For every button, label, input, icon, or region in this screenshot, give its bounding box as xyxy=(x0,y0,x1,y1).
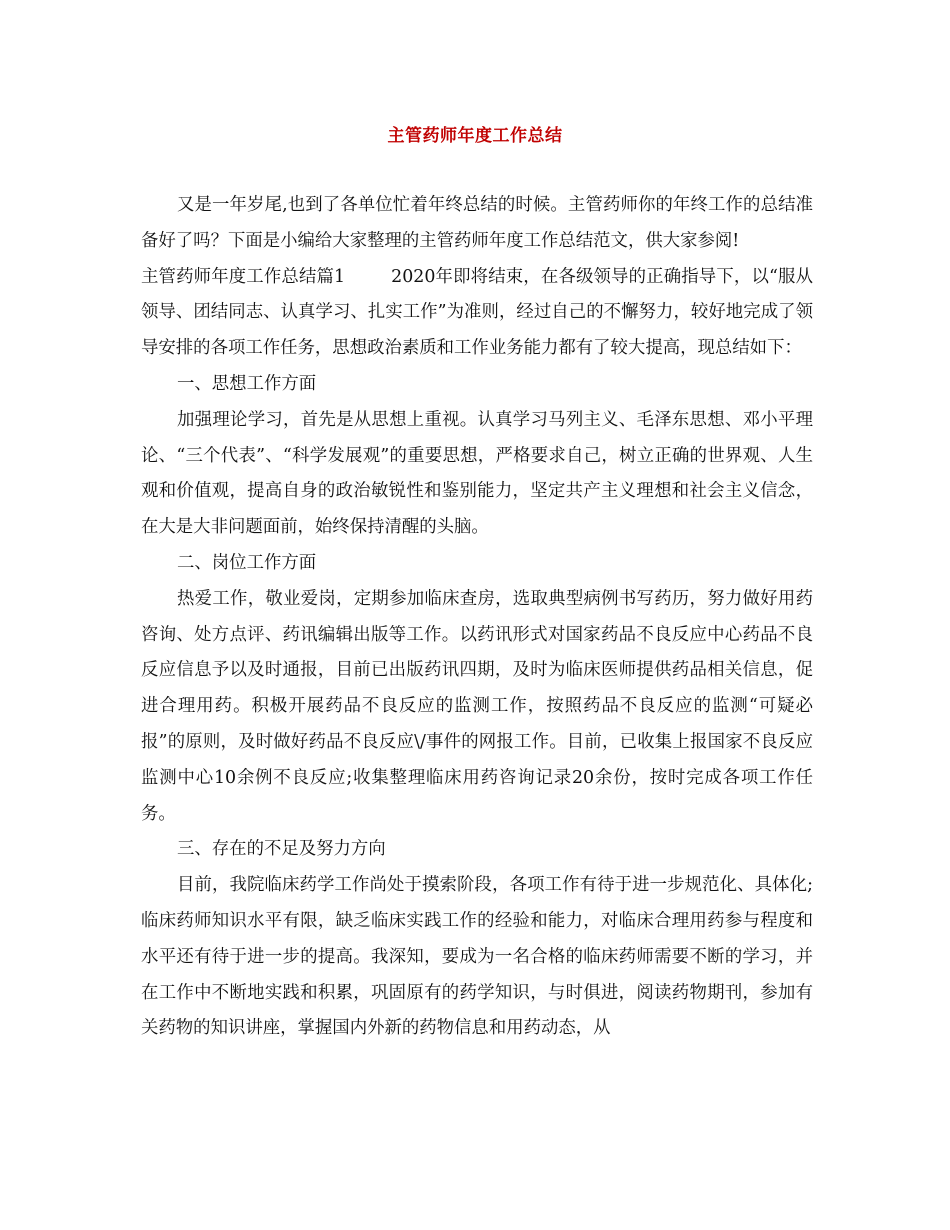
piece-label: 主管药师年度工作总结篇1 xyxy=(141,266,346,287)
section-body-3: 目前，我院临床药学工作尚处于摸索阶段，各项工作有待于进一步规范化、具体化;临床药师知识水平有限，缺乏临床实践工作的经验和能力，对临床合理用药参与程度和水平还有待于进一步的提高。我深知，要成为一名合格的临床药师需要不断的学习，并在工作中不断地实践和积累，巩固原有的药学知识，与时俱进，阅读药物期刊，参加有关药物的知识讲座，掌握国内外新的药物信息和用药动态，从 xyxy=(141,875,813,1039)
section-body-2: 热爱工作，敬业爱岗，定期参加临床查房，选取典型病例书写药历，努力做好用药咨询、处方点评、药讯编辑出版等工作。以药讯形式对国家药品不良反应中心药品不良反应信息予以及时通报，目前已出版药讯四期，及时为临床医师提供药品相关信息，促进合理用药。积极开展药品不良反应的监测工作，按照药品不良反应的监测“可疑必报”的原则，及时做好药品不良反应\/事件的网报工作。目前，已收集上报国家不良反应监测中心10余例不良反应;收集整理临床用药咨询记录20余份，按时完成各项工作任务。 xyxy=(141,588,813,824)
document-title: 主管药师年度工作总结 xyxy=(387,126,563,146)
piece-paragraph xyxy=(141,260,813,367)
piece-opening: 2020年即将结束，在各级领导的正确指导下，以“服从领导、团结同志、认真学习、扎实工作”为准则，经过自己的不懈努力，较好地完成了领导安排的各项工作任务，思想政治素质和工作业务能力都有了较大提高，现总结如下： xyxy=(141,266,813,359)
section-body-1: 加强理论学习，首先是从思想上重视。认真学习马列主义、毛泽东思想、邓小平理论、“三个代表”、“科学发展观”的重要思想，严格要求自己，树立正确的世界观、人生观和价值观，提高自身的政治敏锐性和鉴别能力，坚定共产主义理想和社会主义信念，在大是大非问题面前，始终保持清醒的头脑。 xyxy=(141,409,813,538)
section-heading-1: 一、思想工作方面 xyxy=(177,373,317,394)
section-heading-3: 三、存在的不足及努力方向 xyxy=(177,839,386,860)
section-heading-2: 二、岗位工作方面 xyxy=(177,552,317,573)
document-body xyxy=(141,188,813,1047)
intro-paragraph: 又是一年岁尾,也到了各单位忙着年终总结的时候。主管药师你的年终工作的总结准备好了吗？下面是小编给大家整理的主管药师年度工作总结范文，供大家参阅! xyxy=(141,195,813,251)
